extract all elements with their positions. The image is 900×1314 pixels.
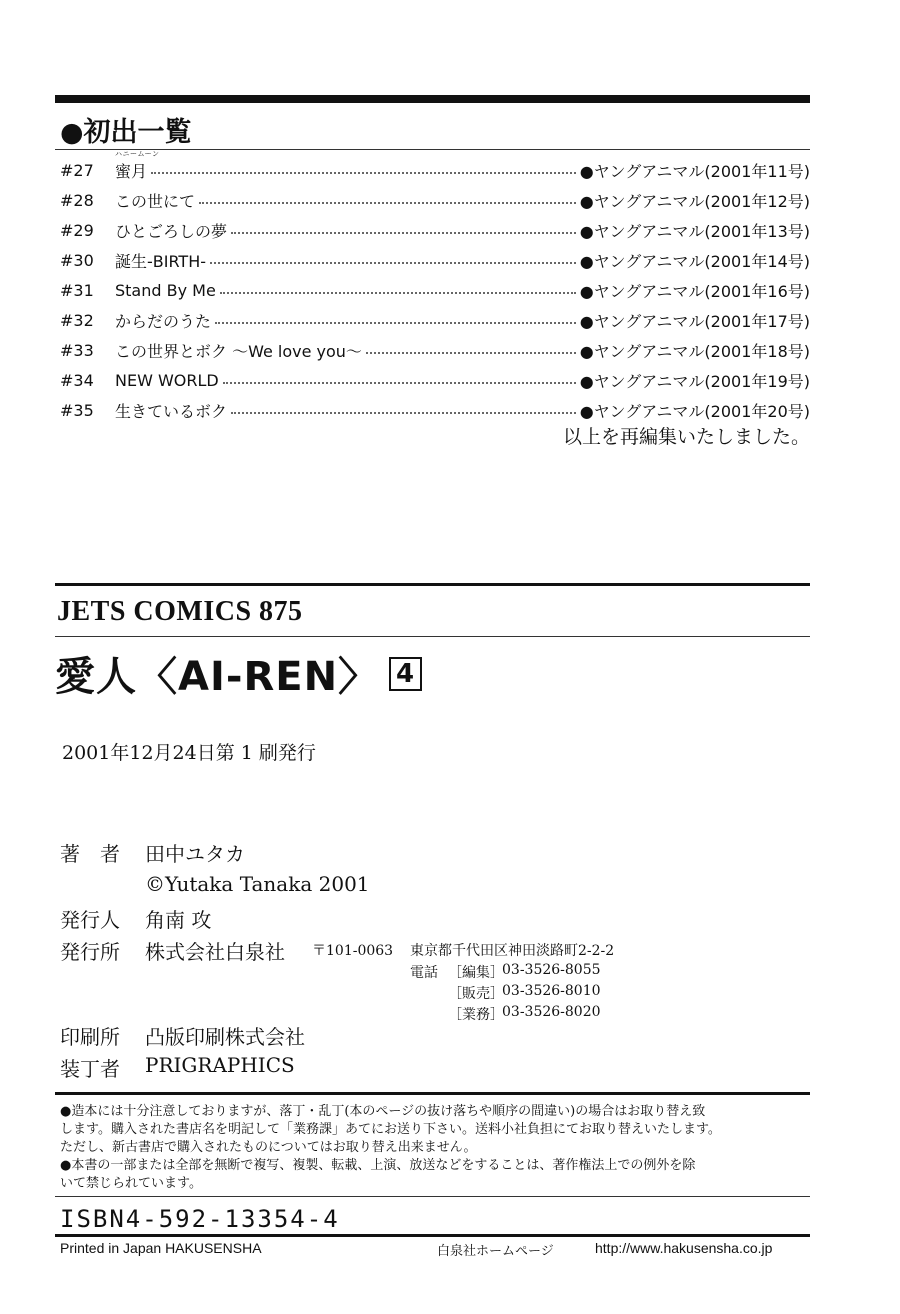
designer-name: PRIGRAPHICS [145,1053,295,1077]
notice-top-rule [55,1092,810,1095]
phone-number: 03-3526-8020 [502,1004,601,1020]
entry-title [115,149,160,182]
entry-source: ●ヤングアニマル(2001年12号) [579,191,810,211]
entry-number: #35 [60,400,94,420]
author-label: 著 者 [60,842,120,866]
dot-leader [215,322,576,324]
dot-leader [210,262,576,264]
print-date: 2001年12月24日第 1 刷発行 [62,742,316,764]
entry-title: からだのうた [115,311,212,331]
colophon-divider [55,636,810,637]
list-item [60,277,810,303]
list-item [60,149,810,183]
book-title [55,645,422,702]
book-title-text: 愛人〈AI-REN〉 [55,654,380,700]
dot-leader [231,232,576,234]
phone-number: 03-3526-8055 [502,962,601,978]
series-label: JETS COMICS 875 [57,596,303,627]
printed-in: Printed in Japan HAKUSENSHA [60,1240,262,1256]
list-item [60,247,810,273]
entry-furigana: ハニームーン [115,149,160,158]
entry-title: ひとごろしの夢 [115,221,228,241]
entry-source: ●ヤングアニマル(2001年11号) [579,161,810,181]
entry-source: ●ヤングアニマル(2001年16号) [579,281,810,301]
entry-source: ●ヤングアニマル(2001年18号) [579,341,810,361]
entry-title: 誕生-BIRTH- [115,251,207,271]
entry-title: 生きているボク [115,401,228,421]
entry-title: NEW WORLD [115,370,219,390]
dot-leader [223,382,576,384]
entry-source: ●ヤングアニマル(2001年14号) [579,251,810,271]
dot-leader [199,202,576,204]
entry-number: #29 [60,220,94,240]
publisher-name: 株式会社白泉社 [145,940,285,964]
printer-label: 印刷所 [60,1025,120,1049]
notice-block [60,1103,820,1193]
publisher-person: 角南 攻 [145,908,212,932]
list-item [60,337,810,363]
list-item [60,187,810,213]
reedit-note: 以上を再編集いたしました。 [562,426,810,448]
publisher-label: 発行所 [60,940,120,964]
entry-number: #34 [60,370,94,390]
colophon-top-rule [55,583,810,586]
volume-badge: 4 [389,657,422,691]
entry-source: ●ヤングアニマル(2001年17号) [579,311,810,331]
homepage-url[interactable]: http://www.hakusensha.co.jp [595,1240,773,1256]
list-item [60,367,810,393]
phone-dept: ［業務］ [448,1007,504,1023]
entry-source: ●ヤングアニマル(2001年13号) [579,221,810,241]
publisher-person-label: 発行人 [60,908,120,932]
list-item [60,397,810,423]
entry-number: #31 [60,280,94,300]
notice-line: ●本書の一部または全部を無断で複写、複製、転載、上演、放送などをすることは、著作権法上での例外を除 [60,1158,696,1173]
top-thick-rule [55,95,810,103]
entry-number: #33 [60,340,94,360]
entry-title-text: 蜜月 [115,161,148,181]
dot-leader [231,412,576,414]
notice-line: ただし、新古書店で購入されたものについてはお取り替え出来ません。 [60,1140,477,1155]
entry-title: Stand By Me [115,280,216,300]
isbn-top-rule [55,1196,810,1197]
designer-label: 装丁者 [60,1057,120,1081]
dot-leader [151,172,576,174]
dot-leader [366,352,576,354]
notice-line: します。購入された書店名を明記して「業務課」あてにお送り下さい。送料小社負担にてお取り替えいたします。 [60,1122,721,1137]
phone-dept: ［販売］ [448,986,504,1002]
copyright-line: ©Yutaka Tanaka 2001 [145,872,370,896]
dot-leader [220,292,576,294]
author-name: 田中ユタカ [145,842,245,866]
entry-title: この世にて [115,191,196,211]
entry-source: ●ヤングアニマル(2001年20号) [579,401,810,421]
printer-name: 凸版印刷株式会社 [145,1025,305,1049]
footer-rule [55,1234,810,1237]
section-divider [55,149,810,150]
entry-number: #30 [60,250,94,270]
entry-number: #27 [60,160,94,180]
section-title: ●初出一覧 [60,117,192,148]
isbn: ISBN4-592-13354-4 [60,1205,340,1233]
postal-code: 〒101-0063 [312,943,394,959]
homepage-label: 白泉社ホームページ [437,1244,554,1259]
notice-line: いて禁じられています。 [60,1176,202,1191]
notice-line: ●造本には十分注意しておりますが、落丁・乱丁(本のページの抜け落ちや順序の間違い)の場合はお取り替え致 [60,1104,706,1119]
list-item [60,307,810,333]
entry-title: この世界とボク ～We love you～ [115,341,362,361]
phone-prefix: 電話 [410,965,438,981]
phone-dept: ［編集］ [448,965,504,981]
list-item [60,217,810,243]
entry-source: ●ヤングアニマル(2001年19号) [579,371,810,391]
entry-number: #32 [60,310,94,330]
entry-number: #28 [60,190,94,210]
publisher-address: 東京都千代田区神田淡路町2-2-2 [410,943,615,959]
phone-number: 03-3526-8010 [502,983,601,999]
